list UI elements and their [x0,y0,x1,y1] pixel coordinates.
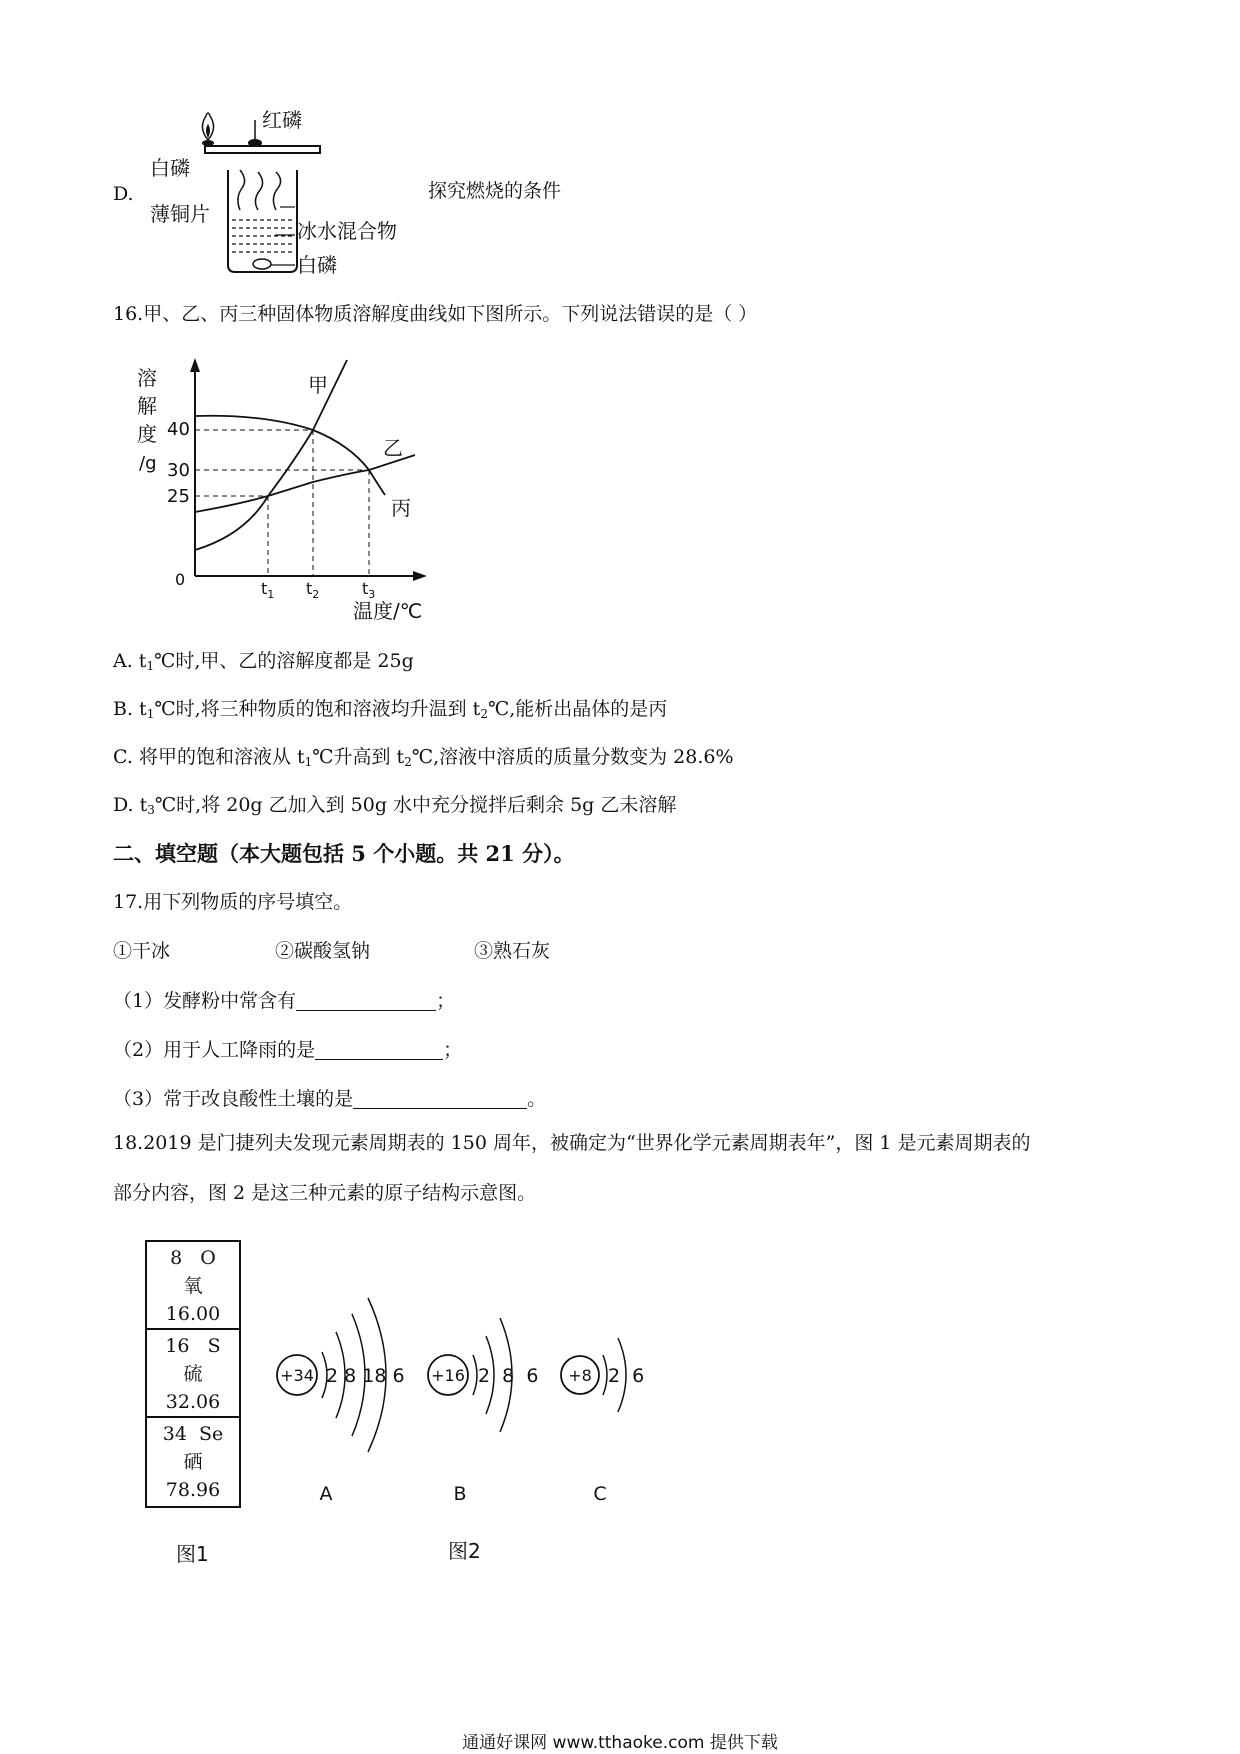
y-label: /g [139,453,157,474]
q17-choice: ①干冰 [113,940,171,962]
element-name: 氧 [183,1275,203,1297]
steam-squiggle [238,170,245,210]
option-d-label: D. [113,183,134,205]
atom-label: B [453,1483,467,1505]
atom-a [277,1298,405,1452]
q16-option-d: D. $t_3℃$时,将 20g 乙加入到 50g 水中充分搅拌后剩余 5g 乙未溶解 [113,794,677,817]
y-label: 度 [137,422,157,446]
section-title: 二、填空题（本大题包括 5 个小题。共 21 分）。 [113,841,575,866]
curve-yi [195,455,415,512]
atom-label: C [593,1483,607,1505]
answer-blank[interactable] [353,1088,527,1109]
atom-c [561,1338,644,1412]
steam-squiggle [255,172,262,210]
atom-b [428,1318,538,1432]
element-cell-oxygen [147,1242,239,1330]
curve-label-jia: 甲 [308,373,328,397]
element-mass: 32.06 [165,1391,221,1413]
q16-option-c: C. 将甲的饱和溶液从 $t_1℃$升高到 $t_2℃$,溶液中溶质的质量分数变为 28.6% [113,746,734,769]
figure-2-caption: 图2 [448,1539,481,1563]
nucleus-charge: +16 [431,1366,465,1385]
figure-1-caption: 图1 [176,1542,209,1566]
q16-option-a: A. $t_1℃$时,甲、乙的溶解度都是 25g [113,650,414,673]
red-phosphorus-label: 红磷 [262,108,302,132]
guide-lines [195,430,369,576]
element-number-symbol: 34 Se [162,1423,224,1445]
x-label: 温度/℃ [353,599,423,620]
q17-choice: ③熟石灰 [474,940,551,962]
q17-item: （2）用于人工降雨的是 ； [113,1039,463,1061]
y-label: 溶 [137,366,157,390]
q17-item: （1）发酵粉中常含有 ； [113,990,456,1012]
white-phosphorus-label: 白磷 [150,156,190,180]
q17-item: （3）常于改良酸性土壤的是 。 [113,1088,547,1110]
origin-label: 0 [175,570,186,589]
ice-water-label: 冰水混合物 [297,219,397,243]
y-tick-label: 25 [167,486,190,507]
element-mass: 16.00 [165,1303,221,1325]
white-phosphorus-bottom-label: 白磷 [297,253,337,277]
answer-blank[interactable] [296,990,436,1011]
curve-bing [195,416,385,495]
q16-option-b: B. $t_1℃$时,将三种物质的饱和溶液均升温到 $t_2℃$,能析出晶体的是丙 [113,698,668,721]
element-number-symbol: 16 S [165,1335,221,1357]
copper-sheet-label: 薄铜片 [150,202,210,226]
apparatus-purpose: 探究燃烧的条件 [428,180,562,202]
element-cell-selenium [147,1418,239,1506]
electron-shells: 2 8 18 6 [326,1365,405,1387]
x-tick-label-t3: $t_3$ [362,579,376,601]
y-axis-arrow [190,358,200,372]
x-tick-label-t1: $t_1$ [261,579,275,601]
red-phosphorus [248,139,262,147]
y-label: 解 [137,394,157,418]
atomic-structure-diagrams [260,1260,680,1520]
q18-stem-line1: 18.2019 是门捷列夫发现元素周期表的 150 周年，被确定为“世界化学元素周期表年”，图 1 是元素周期表的 [113,1132,1031,1154]
element-name: 硫 [183,1363,203,1385]
q17-choice: ②碳酸氢钠 [275,940,371,962]
element-mass: 78.96 [165,1479,221,1501]
atom-label: A [319,1483,333,1505]
x-tick-label-t2: $t_2$ [306,579,320,601]
footer-source: 通通好课网 www.tthaoke.com 提供下载 [462,1733,778,1753]
element-number-symbol: 8 O [170,1247,216,1269]
curve-label-bing: 丙 [391,496,411,520]
nucleus-charge: +8 [568,1366,592,1385]
x-axis-arrow [413,571,427,581]
answer-blank[interactable] [315,1039,443,1060]
periodic-table-fragment [145,1240,241,1508]
electron-shells: 2 8 6 [478,1365,539,1387]
steam-squiggle [273,172,280,210]
copper-sheet [205,146,320,153]
nucleus-charge: +34 [280,1366,314,1385]
y-tick-label: 40 [167,419,190,440]
q18-stem-line2: 部分内容，图 2 是这三种元素的原子结构示意图。 [113,1182,537,1204]
q16-stem: 16.甲、乙、丙三种固体物质溶解度曲线如下图所示。下列说法错误的是（ ） [113,303,758,325]
q17-stem: 17.用下列物质的序号填空。 [113,891,353,913]
electron-shells: 2 6 [608,1365,645,1387]
white-phosphorus-underwater [253,259,271,269]
water-level [232,220,293,252]
element-cell-sulfur [147,1330,239,1418]
solubility-chart [115,350,435,620]
curve-label-yi: 乙 [383,436,403,460]
y-tick-label: 30 [167,460,190,481]
element-name: 硒 [183,1451,203,1473]
